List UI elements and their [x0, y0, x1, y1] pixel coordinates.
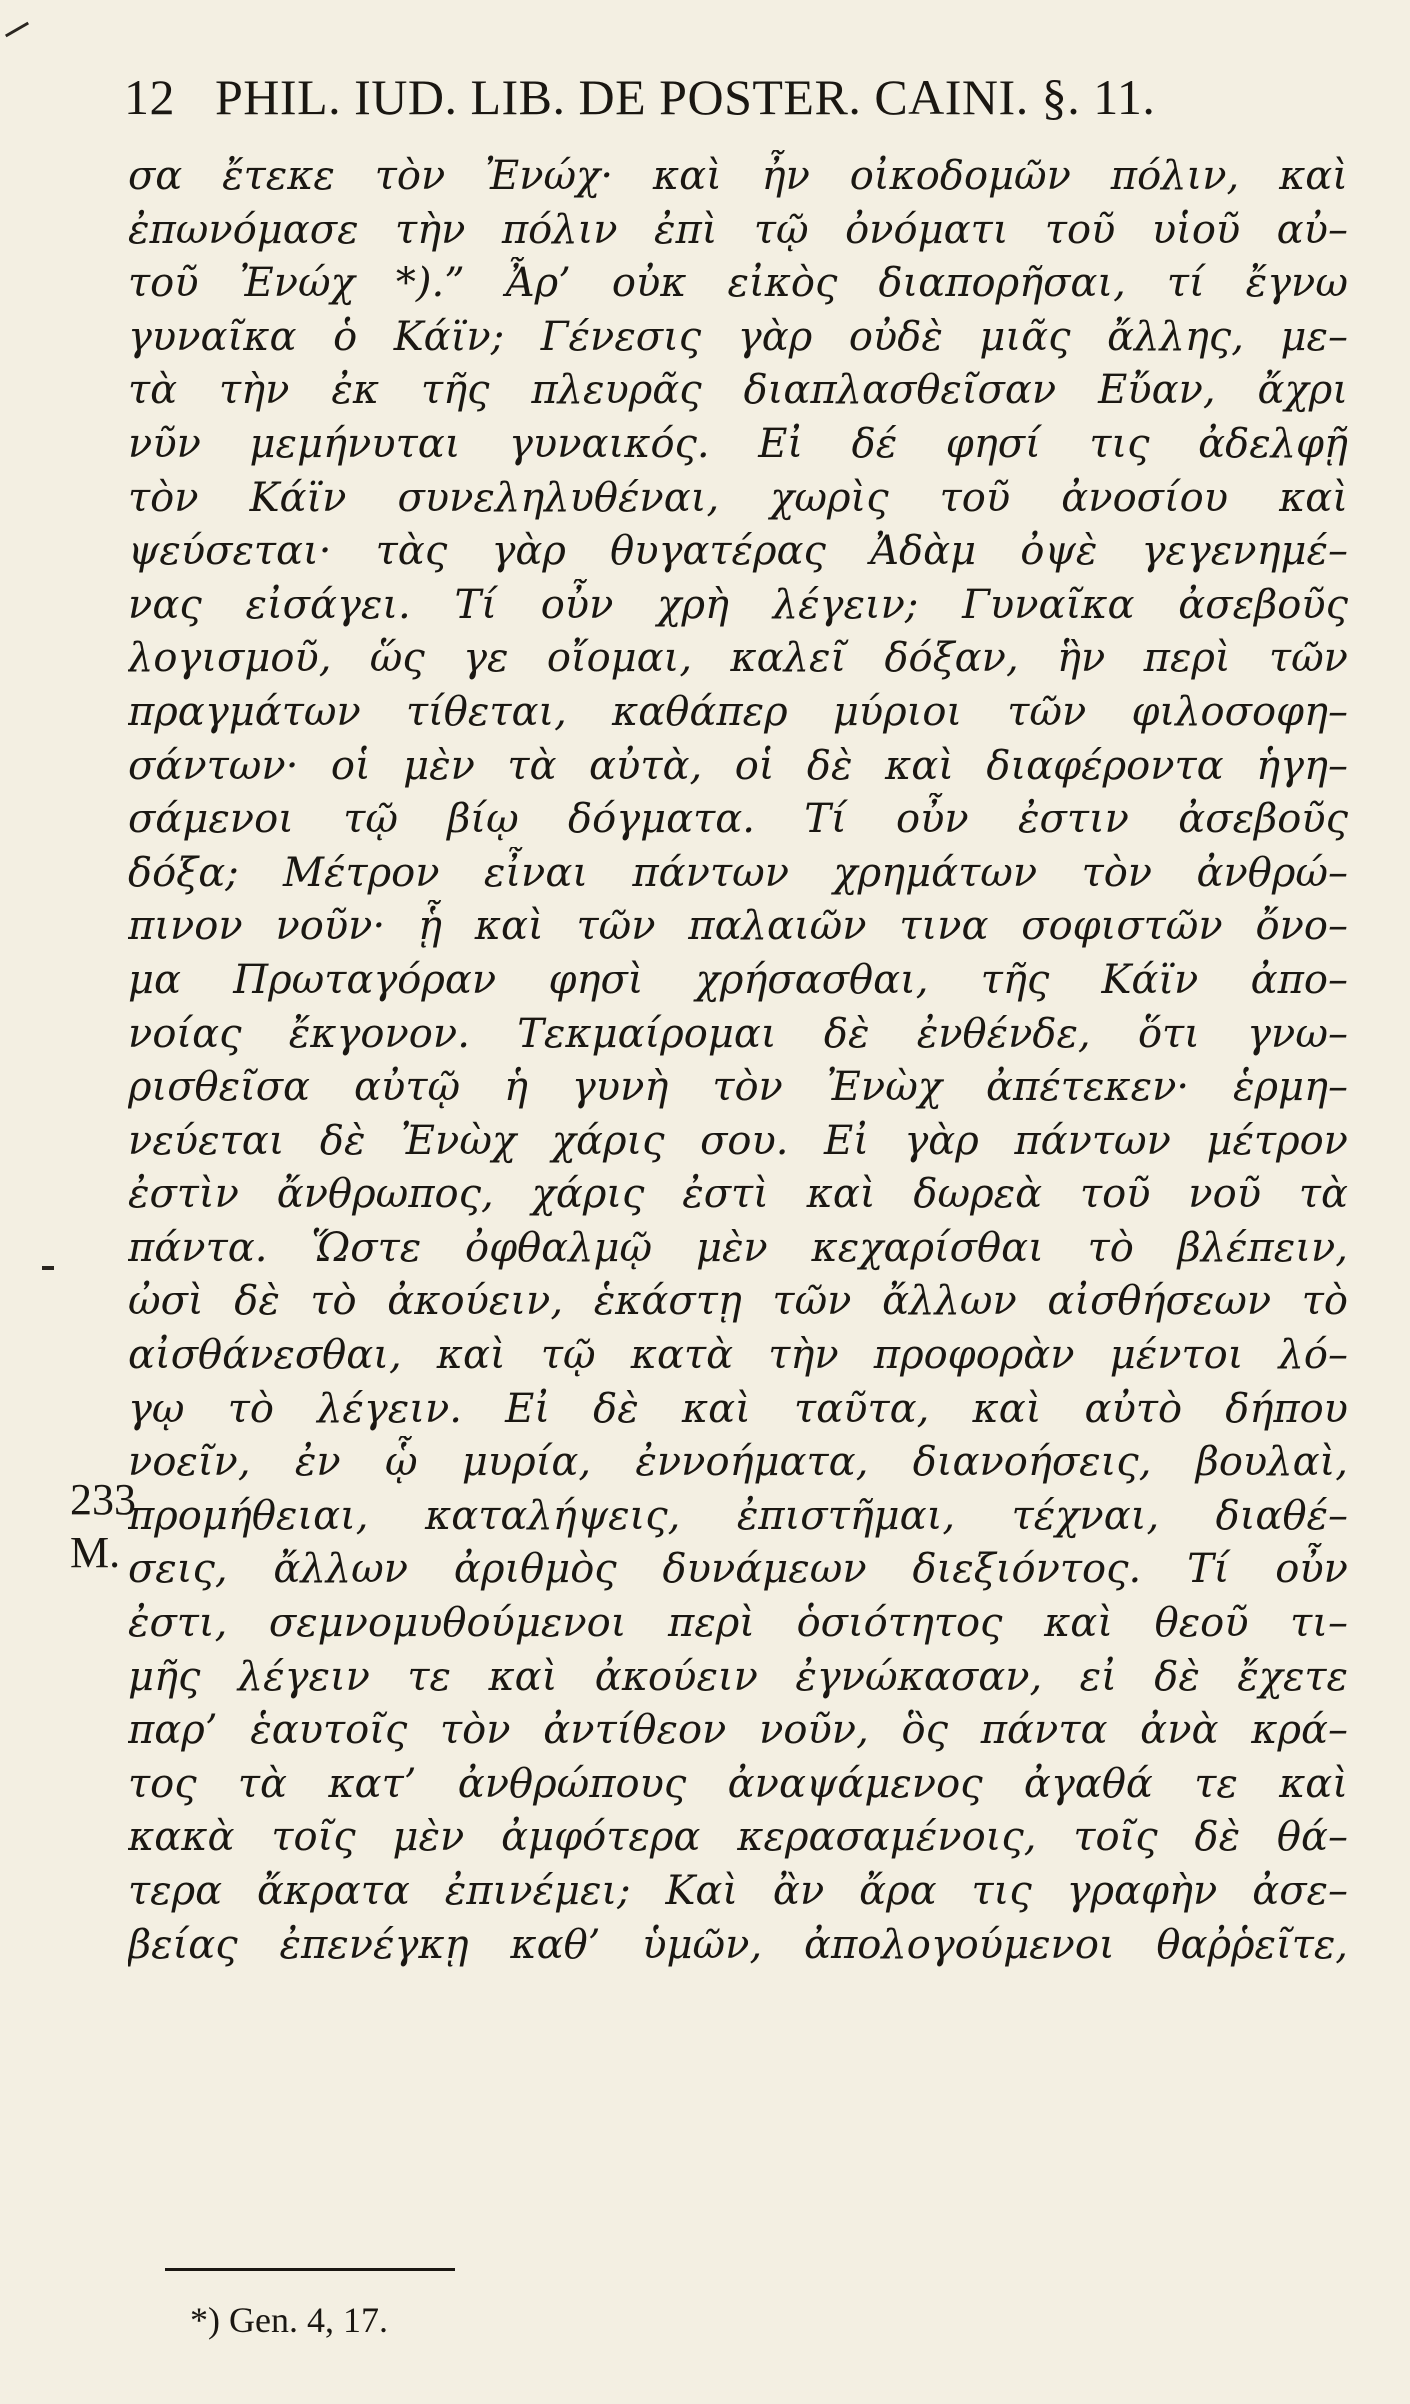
- running-title: PHIL. IUD. LIB. DE POSTER. CAINI. §. 11.: [215, 69, 1156, 125]
- text-line: πινον νοῦν· ᾗ καὶ τῶν παλαιῶν τινα σοφιστῶν ὄνο–: [128, 903, 1348, 950]
- text-line: τὰ τὴν ἐκ τῆς πλευρᾶς διαπλασθεῖσαν Εὔαν, ἄχρι: [128, 367, 1348, 414]
- text-line: πραγμάτων τίθεται, καθάπερ μύριοι τῶν φιλοσοφη–: [128, 688, 1348, 735]
- footnote: *) Gen. 4, 17.: [190, 2300, 388, 2340]
- text-line: κακὰ τοῖς μὲν ἀμφότερα κερασαμένοις, τοῖς δὲ θά–: [128, 1814, 1348, 1861]
- page-number: 12: [124, 69, 175, 125]
- text-line: τὸν Κάϊν συνεληλυθέναι, χωρὶς τοῦ ἀνοσίου καὶ: [128, 474, 1348, 521]
- footnote-rule: [165, 2268, 455, 2271]
- printer-mark: [5, 22, 29, 38]
- text-line: αἰσθάνεσθαι, καὶ τῷ κατὰ τὴν προφορὰν μέντοι λό–: [128, 1332, 1348, 1379]
- text-line: ψεύσεται· τὰς γὰρ θυγατέρας Ἀδὰμ ὀψὲ γεγενημέ–: [128, 528, 1348, 575]
- text-line: λογισμοῦ, ὥς γε οἴομαι, καλεῖ δόξαν, ἣν περὶ τῶν: [128, 635, 1348, 682]
- margin-dash: [42, 1266, 54, 1270]
- text-line: γυναῖκα ὁ Κάϊν; Γένεσις γὰρ οὐδὲ μιᾶς ἄλλης, με–: [128, 313, 1348, 360]
- text-line: σα ἔτεκε τὸν Ἐνώχ· καὶ ἦν οἰκοδομῶν πόλιν, καὶ: [128, 153, 1348, 199]
- text-line: προμήθειαι, καταλήψεις, ἐπιστῆμαι, τέχναι, διαθέ–: [128, 1492, 1348, 1539]
- text-line: πάντα. Ὥστε ὀφθαλμῷ μὲν κεχαρίσθαι τὸ βλέπειν,: [128, 1224, 1348, 1271]
- text-line: ἐστὶν ἄνθρωπος, χάρις ἐστὶ καὶ δωρεὰ τοῦ νοῦ τὰ: [128, 1171, 1348, 1218]
- text-line: δόξα; Μέτρον εἶναι πάντων χρημάτων τὸν ἀνθρώ–: [128, 849, 1348, 896]
- text-line: σάμενοι τῷ βίῳ δόγματα. Τί οὖν ἐστιν ἀσεβοῦς: [128, 796, 1348, 843]
- text-line: νῦν μεμήνυται γυναικός. Εἰ δέ φησί τις ἀδελφῇ: [128, 420, 1348, 467]
- margin-edition-marker: M.: [70, 1528, 121, 1577]
- greek-text-body: [128, 150, 1348, 1972]
- text-line: μῆς λέγειν τε καὶ ἀκούειν ἐγνώκασαν, εἰ δὲ ἔχετε: [128, 1653, 1348, 1700]
- text-line: ἐπωνόμασε τὴν πόλιν ἐπὶ τῷ ὀνόματι τοῦ υἱοῦ αὐ–: [128, 206, 1348, 253]
- text-line: νοίας ἔκγονον. Τεκμαίρομαι δὲ ἐνθένδε, ὅτι γνω–: [128, 1010, 1348, 1057]
- text-line: τος τὰ κατ’ ἀνθρώπους ἀναψάμενος ἀγαθά τε καὶ: [128, 1760, 1348, 1807]
- text-line: μα Πρωταγόραν φησὶ χρήσασθαι, τῆς Κάϊν ἀπο–: [128, 956, 1348, 1003]
- text-line: νοεῖν, ἐν ᾧ μυρία, ἐννοήματα, διανοήσεις, βουλαὶ,: [128, 1439, 1348, 1486]
- margin-page-reference: 233: [70, 1475, 136, 1524]
- text-line: ἐστι, σεμνομυθούμενοι περὶ ὁσιότητος καὶ θεοῦ τι–: [128, 1600, 1348, 1647]
- text-line: βείας ἐπενέγκῃ καθ’ ὑμῶν, ἀπολογούμενοι θαῤῥεῖτε,: [128, 1921, 1348, 1968]
- text-line: τοῦ Ἐνώχ *).” Ἆρ’ οὐκ εἰκὸς διαπορῆσαι, τί ἔγνω: [128, 260, 1348, 307]
- running-head: [124, 62, 1304, 132]
- text-line: σάντων· οἱ μὲν τὰ αὐτὰ, οἱ δὲ καὶ διαφέροντα ἡγη–: [128, 742, 1348, 789]
- text-line: ὠσὶ δὲ τὸ ἀκούειν, ἑκάστῃ τῶν ἄλλων αἰσθήσεων τὸ: [128, 1278, 1348, 1325]
- text-line: ρισθεῖσα αὐτῷ ἡ γυνὴ τὸν Ἐνὼχ ἀπέτεκεν· ἑρμη–: [128, 1064, 1348, 1111]
- text-line: νεύεται δὲ Ἐνὼχ χάρις σου. Εἰ γὰρ πάντων μέτρον: [128, 1117, 1348, 1164]
- text-line: παρ’ ἑαυτοῖς τὸν ἀντίθεον νοῦν, ὃς πάντα ἀνὰ κρά–: [128, 1707, 1348, 1754]
- text-line: νας εἰσάγει. Τί οὖν χρὴ λέγειν; Γυναῖκα ἀσεβοῦς: [128, 581, 1348, 628]
- text-line: τερα ἄκρατα ἐπινέμει; Καὶ ἂν ἄρα τις γραφὴν ἀσε–: [128, 1868, 1348, 1914]
- text-line: σεις, ἄλλων ἀριθμὸς δυνάμεων διεξιόντος. Τί οὖν: [128, 1546, 1348, 1593]
- text-line: γῳ τὸ λέγειν. Εἰ δὲ καὶ ταῦτα, καὶ αὐτὸ δήπου: [128, 1385, 1348, 1432]
